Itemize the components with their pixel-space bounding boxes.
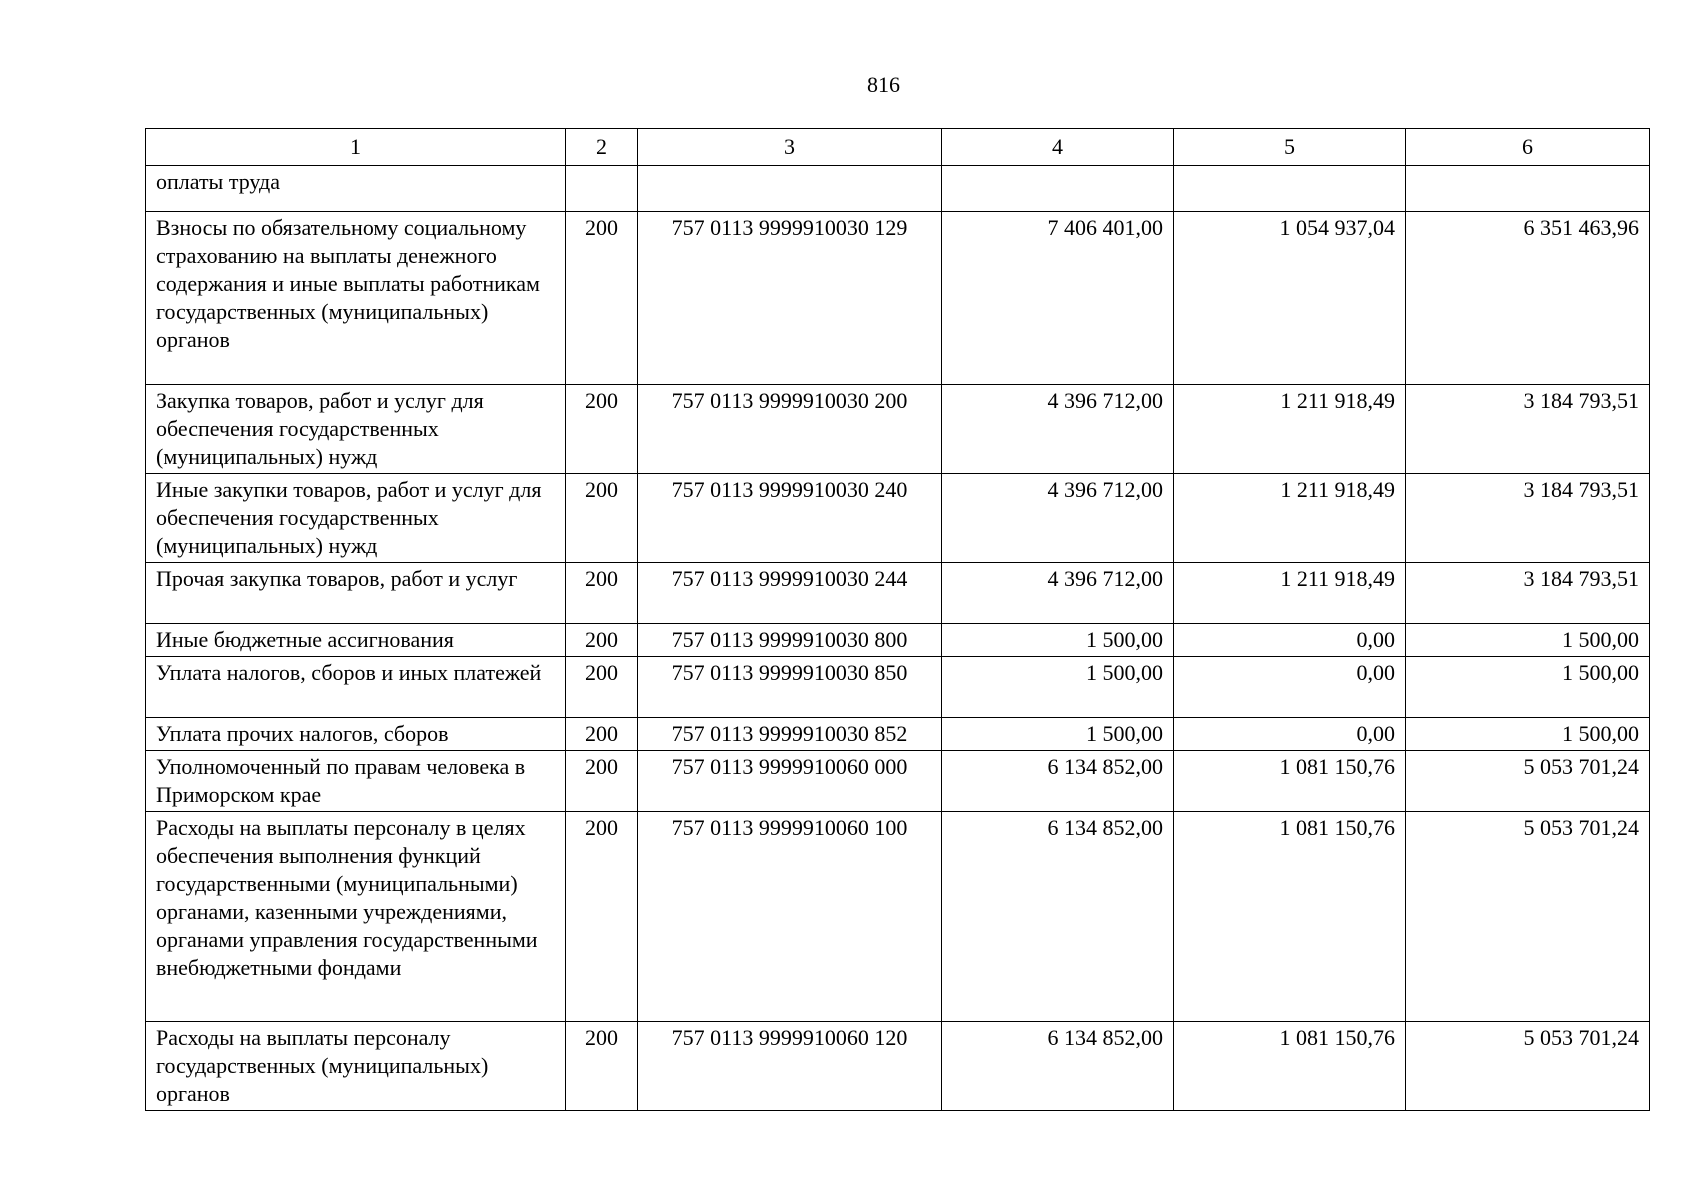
row-kbk-code: 757 0113 9999910060 100 (638, 812, 942, 1022)
row-line-code: 200 (566, 474, 638, 563)
row-line-code: 200 (566, 385, 638, 474)
table-row (146, 166, 1650, 212)
row-approved-amount: 1 500,00 (942, 718, 1174, 751)
row-unexecuted-amount: 5 053 701,24 (1406, 1022, 1650, 1111)
row-kbk-code: 757 0113 9999910030 240 (638, 474, 942, 563)
column-header: 1 (146, 129, 566, 166)
row-approved-amount: 1 500,00 (942, 657, 1174, 718)
row-executed-amount: 1 211 918,49 (1174, 474, 1406, 563)
row-name: оплаты труда (146, 166, 566, 212)
row-executed-amount: 1 081 150,76 (1174, 812, 1406, 1022)
table-row (146, 212, 1650, 385)
column-header: 3 (638, 129, 942, 166)
row-kbk-code: 757 0113 9999910030 800 (638, 624, 942, 657)
row-name: Взносы по обязательному социальному страхованию на выплаты денежного содержания и иные выплаты работникам государственных (муниципальных) органов (146, 212, 566, 385)
row-approved-amount: 1 500,00 (942, 624, 1174, 657)
row-name: Прочая закупка товаров, работ и услуг (146, 563, 566, 624)
row-approved-amount: 6 134 852,00 (942, 812, 1174, 1022)
row-name: Уплата прочих налогов, сборов (146, 718, 566, 751)
table-row (146, 474, 1650, 563)
row-executed-amount: 0,00 (1174, 718, 1406, 751)
column-number-row (146, 129, 1650, 166)
row-name: Иные закупки товаров, работ и услуг для обеспечения государственных (муниципальных) нужд (146, 474, 566, 563)
table-row (146, 1022, 1650, 1111)
table-row (146, 657, 1650, 718)
row-executed-amount (1174, 166, 1406, 212)
row-name: Закупка товаров, работ и услуг для обеспечения государственных (муниципальных) нужд (146, 385, 566, 474)
row-line-code: 200 (566, 657, 638, 718)
row-unexecuted-amount: 3 184 793,51 (1406, 474, 1650, 563)
row-kbk-code: 757 0113 9999910030 852 (638, 718, 942, 751)
row-kbk-code: 757 0113 9999910030 850 (638, 657, 942, 718)
row-executed-amount: 0,00 (1174, 657, 1406, 718)
row-approved-amount: 4 396 712,00 (942, 385, 1174, 474)
row-kbk-code: 757 0113 9999910060 120 (638, 1022, 942, 1111)
row-approved-amount: 4 396 712,00 (942, 474, 1174, 563)
row-line-code (566, 166, 638, 212)
row-executed-amount: 0,00 (1174, 624, 1406, 657)
row-executed-amount: 1 081 150,76 (1174, 751, 1406, 812)
row-approved-amount (942, 166, 1174, 212)
table-row (146, 718, 1650, 751)
row-kbk-code (638, 166, 942, 212)
row-unexecuted-amount: 1 500,00 (1406, 657, 1650, 718)
row-name: Расходы на выплаты персоналу государственных (муниципальных) органов (146, 1022, 566, 1111)
row-line-code: 200 (566, 718, 638, 751)
table-row (146, 385, 1650, 474)
row-executed-amount: 1 054 937,04 (1174, 212, 1406, 385)
row-unexecuted-amount: 5 053 701,24 (1406, 751, 1650, 812)
row-unexecuted-amount: 3 184 793,51 (1406, 563, 1650, 624)
row-executed-amount: 1 211 918,49 (1174, 385, 1406, 474)
column-header: 2 (566, 129, 638, 166)
row-unexecuted-amount: 1 500,00 (1406, 624, 1650, 657)
row-kbk-code: 757 0113 9999910030 129 (638, 212, 942, 385)
table-row (146, 563, 1650, 624)
row-approved-amount: 4 396 712,00 (942, 563, 1174, 624)
row-name: Расходы на выплаты персоналу в целях обеспечения выполнения функций государственными (муниципальными) органами, казенными учреждениями, органами управления государственными внебюджетными фондами (146, 812, 566, 1022)
row-name: Уплата налогов, сборов и иных платежей (146, 657, 566, 718)
row-name: Иные бюджетные ассигнования (146, 624, 566, 657)
row-kbk-code: 757 0113 9999910060 000 (638, 751, 942, 812)
row-unexecuted-amount: 1 500,00 (1406, 718, 1650, 751)
page-number: 816 (867, 72, 900, 97)
row-line-code: 200 (566, 212, 638, 385)
row-name: Уполномоченный по правам человека в Приморском крае (146, 751, 566, 812)
table-row (146, 751, 1650, 812)
table-row (146, 624, 1650, 657)
row-line-code: 200 (566, 1022, 638, 1111)
row-kbk-code: 757 0113 9999910030 200 (638, 385, 942, 474)
row-approved-amount: 6 134 852,00 (942, 751, 1174, 812)
row-approved-amount: 7 406 401,00 (942, 212, 1174, 385)
row-kbk-code: 757 0113 9999910030 244 (638, 563, 942, 624)
row-line-code: 200 (566, 751, 638, 812)
row-executed-amount: 1 211 918,49 (1174, 563, 1406, 624)
row-unexecuted-amount: 5 053 701,24 (1406, 812, 1650, 1022)
row-unexecuted-amount (1406, 166, 1650, 212)
row-line-code: 200 (566, 624, 638, 657)
column-header: 6 (1406, 129, 1650, 166)
row-executed-amount: 1 081 150,76 (1174, 1022, 1406, 1111)
table-row (146, 812, 1650, 1022)
column-header: 4 (942, 129, 1174, 166)
row-unexecuted-amount: 6 351 463,96 (1406, 212, 1650, 385)
row-line-code: 200 (566, 812, 638, 1022)
row-line-code: 200 (566, 563, 638, 624)
row-approved-amount: 6 134 852,00 (942, 1022, 1174, 1111)
row-unexecuted-amount: 3 184 793,51 (1406, 385, 1650, 474)
column-header: 5 (1174, 129, 1406, 166)
budget-execution-table (145, 128, 1650, 1111)
